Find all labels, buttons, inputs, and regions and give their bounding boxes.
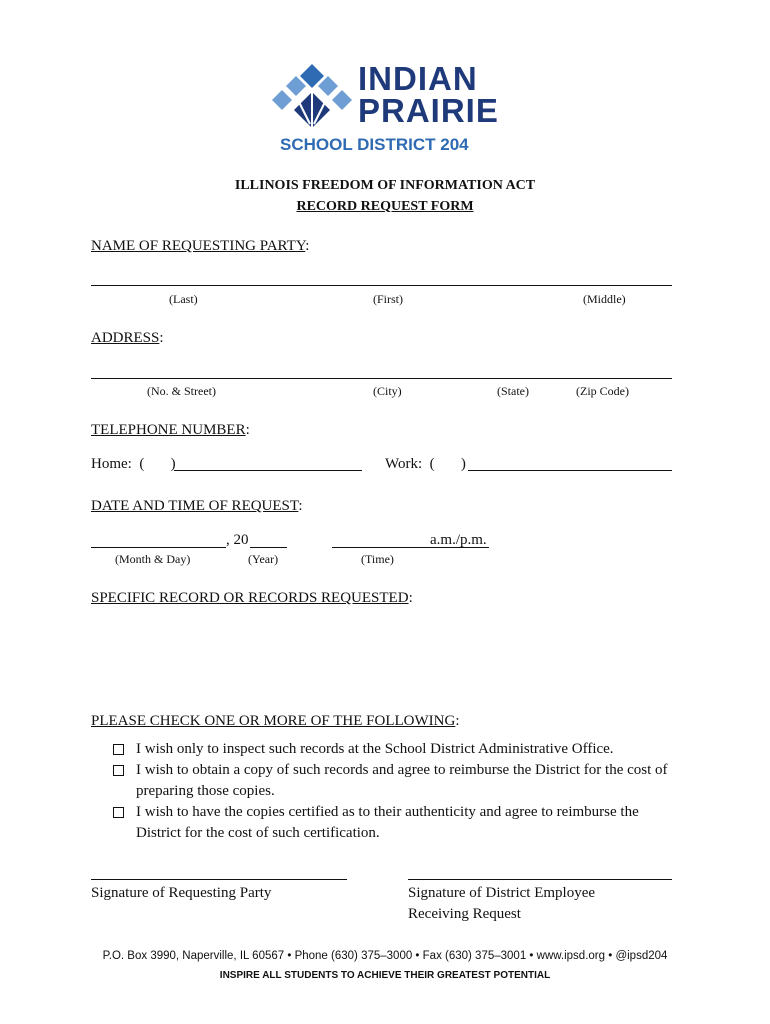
name-label-text: NAME OF REQUESTING PARTY — [91, 238, 306, 254]
records-requested-area[interactable] — [91, 612, 672, 707]
requester-signature-caption: Signature of Requesting Party — [91, 885, 272, 901]
footer-contact: P.O. Box 3990, Naperville, IL 60567 • Phone (630) 375–3000 • Fax (630) 375–3001 • www.ipsd.org • @ipsd204 — [102, 950, 668, 962]
name-label-colon: : — [305, 238, 310, 254]
logo-line-prairie: PRAIRIE — [358, 92, 499, 129]
check-options-label — [91, 713, 459, 730]
district-logo — [272, 60, 502, 160]
home-phone-label: Home: ( ) — [91, 456, 176, 472]
home-phone-input-line[interactable] — [174, 470, 362, 471]
year-prefix: , 20 — [226, 532, 249, 548]
records-requested-label-colon: : — [408, 590, 413, 606]
address-zip-caption: (Zip Code) — [576, 384, 629, 398]
logo-line-indian: INDIAN — [358, 60, 478, 97]
check-options-label-colon: : — [455, 713, 460, 729]
certify-option-text: I wish to have the copies certified as to their authenticity and agree to reimburse the — [136, 804, 639, 820]
name-last-caption: (Last) — [169, 292, 198, 306]
ampm-label: a.m./p.m. — [430, 532, 487, 548]
telephone-label-text: TELEPHONE NUMBER — [91, 422, 246, 438]
form-subtitle — [0, 199, 770, 215]
month-day-input-line[interactable] — [91, 547, 226, 548]
employee-signature-line[interactable] — [408, 879, 672, 880]
inspect-option-text: I wish only to inspect such records at the School District Administrative Office. — [136, 741, 614, 757]
requester-signature-line[interactable] — [91, 879, 347, 880]
footer-motto: INSPIRE ALL STUDENTS TO ACHIEVE THEIR GREATEST POTENTIAL — [219, 970, 551, 981]
address-input-line[interactable] — [91, 378, 672, 379]
form-title: ILLINOIS FREEDOM OF INFORMATION ACT — [234, 178, 536, 193]
address-label-colon: : — [159, 330, 164, 346]
year-input-line[interactable] — [250, 547, 287, 548]
records-requested-label — [91, 590, 413, 607]
certify-option-text-continued: District for the cost of such certification. — [136, 825, 380, 841]
name-first-caption: (First) — [373, 292, 403, 306]
address-street-caption: (No. & Street) — [147, 384, 216, 398]
name-middle-caption: (Middle) — [583, 292, 626, 306]
form-subtitle-text: RECORD REQUEST FORM — [296, 199, 474, 214]
copy-checkbox[interactable] — [113, 765, 124, 776]
name-input-line[interactable] — [91, 285, 672, 286]
employee-signature-caption: Signature of District Employee — [408, 885, 596, 901]
date-time-label-text: DATE AND TIME OF REQUEST — [91, 498, 299, 514]
check-options-label-text: PLEASE CHECK ONE OR MORE OF THE FOLLOWING — [91, 713, 456, 729]
address-state-caption: (State) — [497, 384, 529, 398]
month-day-caption: (Month & Day) — [115, 552, 191, 566]
copy-option-text: I wish to obtain a copy of such records and agree to reimburse the District for the cost of — [136, 762, 668, 778]
logo-line-district: SCHOOL DISTRICT 204 — [280, 135, 469, 154]
copy-option-text-continued: preparing those copies. — [136, 783, 275, 799]
time-caption: (Time) — [361, 552, 394, 566]
name-label — [91, 238, 309, 255]
year-caption: (Year) — [248, 552, 279, 566]
address-city-caption: (City) — [373, 384, 402, 398]
telephone-label — [91, 422, 250, 439]
prairie-grass-icon — [272, 62, 352, 134]
date-time-label — [91, 498, 302, 515]
address-label — [91, 330, 164, 347]
telephone-label-colon: : — [245, 422, 250, 438]
records-requested-label-text: SPECIFIC RECORD OR RECORDS REQUESTED — [91, 590, 409, 606]
date-time-label-colon: : — [298, 498, 303, 514]
inspect-checkbox[interactable] — [113, 744, 124, 755]
employee-signature-caption-continued: Receiving Request — [408, 906, 521, 922]
work-phone-label: Work: ( ) — [385, 456, 466, 472]
address-label-text: ADDRESS — [91, 330, 160, 346]
work-phone-input-line[interactable] — [468, 470, 672, 471]
certify-checkbox[interactable] — [113, 807, 124, 818]
